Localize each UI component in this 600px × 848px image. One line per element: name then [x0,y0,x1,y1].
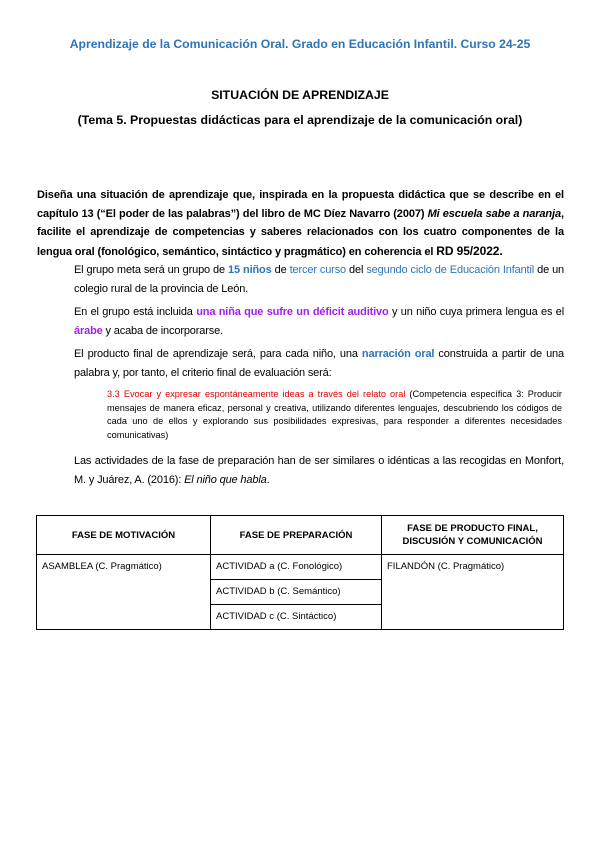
inclusion-paragraph [74,303,564,340]
p3-text-b: construida a partir de una palabra y, por tanto, el criterio final de evaluación será: [74,348,564,379]
p2-hearing-deficit: una niña que sufre un déficit auditivo [196,306,389,318]
p1-text-c: del [346,264,367,276]
motivation-cell: ASAMBLEA (C. Pragmático) [37,555,211,630]
page-subtitle: (Tema 5. Propuestas didácticas para el aprendizaje de la comunicación oral) [77,113,523,127]
p1-text-a: El grupo meta será un grupo de [74,264,229,276]
p3-oral-narration: narración oral [361,348,435,360]
p1-text-b: de [271,264,290,276]
page-title: SITUACIÓN DE APRENDIZAJE [211,88,389,102]
product-paragraph [74,345,564,382]
intro-book-title: Mi escuela sabe a naranja [427,207,562,220]
p1-text-d: de un colegio rural de la provincia de León. [74,264,565,295]
activity-a-cell: ACTIVIDAD a (C. Fonológico) [211,555,382,580]
evaluation-criterion-quote [107,388,562,442]
phases-table [36,515,564,630]
p4-text-a: Las actividades de la fase de preparación han de ser similares o idénticas a las recogidas en Monfort, M. y Juárez, A. (2016): [74,455,564,486]
activity-b-cell: ACTIVIDAD b (C. Semántico) [211,580,382,605]
p2-text-b: y un niño cuya primera lengua es el [388,306,564,318]
activity-c-cell: ACTIVIDAD c (C. Sintáctico) [211,605,382,630]
group-paragraph [74,261,564,298]
p4-book-title: El niño que habla [184,473,267,486]
p4-text-b: . [266,473,270,486]
intro-rd-reference: RD 95/2022. [436,243,503,258]
p1-children-count: 15 niños [228,264,272,276]
p2-arabic: árabe [74,324,103,337]
header-motivation: FASE DE MOTIVACIÓN [37,516,211,555]
activities-paragraph [74,452,564,489]
intro-text-1: Diseña una situación de aprendizaje que, inspirada en la propuesta didáctica que se describe en el capítulo 13 (“El poder de las palabras”) del libro de MC Díez Navarro (2007) [37,189,564,220]
p2-text-a: En el grupo está incluida [74,306,197,318]
intro-paragraph [37,186,564,261]
p1-course: tercer curso [289,264,347,276]
header-preparation: FASE DE PREPARACIÓN [211,516,382,555]
document-header: Aprendizaje de la Comunicación Oral. Grado en Educación Infantil. Curso 24-25 [69,37,531,51]
p3-text-a: El producto final de aprendizaje será, para cada niño, una [74,348,362,360]
p1-cycle: segundo ciclo de Educación Infantil [366,264,535,276]
criterion-title: 3.3 Evocar y expresar espontáneamente ideas a través del relato oral [107,389,406,399]
criterion-description: (Competencia específica 3: Producir mensajes de manera eficaz, personal y creativa, utilizando diferentes lenguajes, descubriendo los códigos de cada uno de ellos y explorando sus posibilidades expresivas, para responder a diferentes necesidades comunicativas) [107,389,562,440]
header-final-product: FASE DE PRODUCTO FINAL, DISCUSIÓN Y COMUNICACIÓN [382,516,564,555]
intro-text-2: , facilite el aprendizaje de competencias y saberes relacionados con los cuatro componentes de la lengua oral (fonológico, semántico, sintáctico y pragmático) en coherencia el [37,207,564,258]
table-row [37,555,564,580]
p2-text-c: y acaba de incorporarse. [102,324,223,337]
table-header-row [37,516,564,555]
final-product-cell: FILANDÓN (C. Pragmático) [382,555,564,630]
